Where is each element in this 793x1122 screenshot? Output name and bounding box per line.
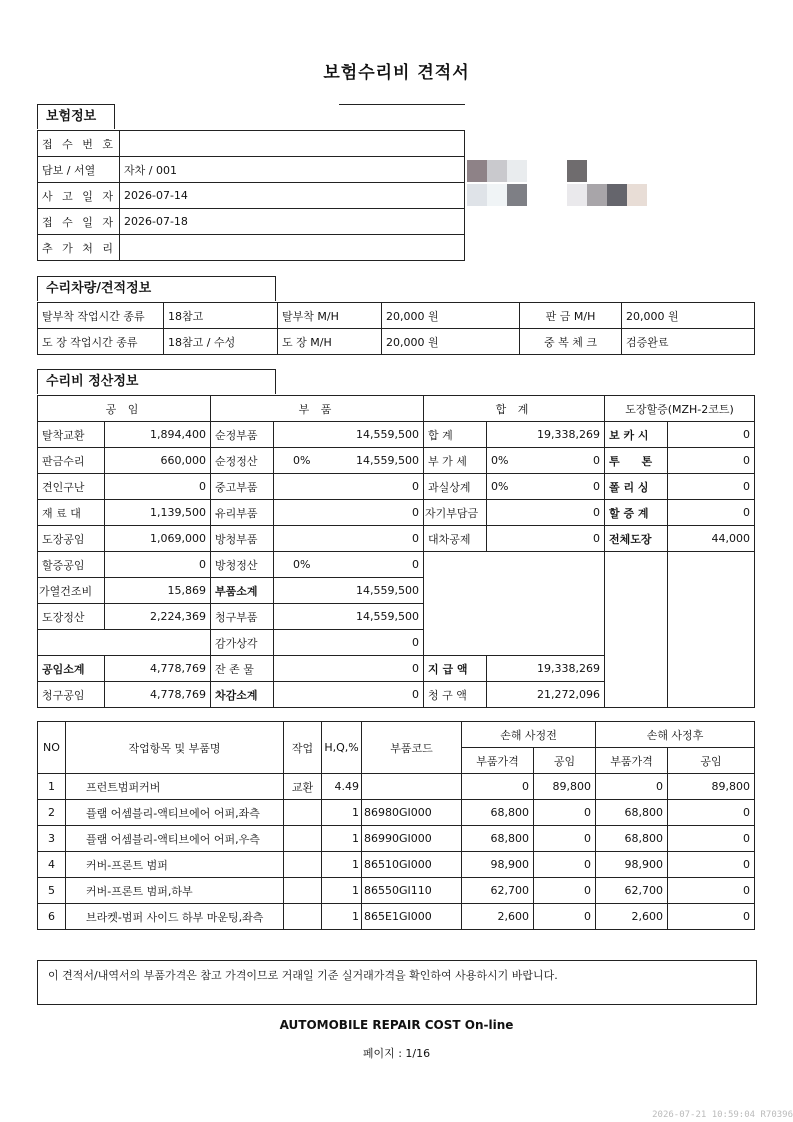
work-type: 교환: [284, 774, 322, 800]
table-row: [38, 774, 755, 800]
claim-label: 청 구 액: [424, 682, 487, 708]
before-part-price: 2,600: [462, 904, 534, 930]
before-labor: 0: [534, 800, 596, 826]
work-header: 작업: [284, 722, 322, 774]
parts-label: 차감소계: [211, 682, 274, 708]
total-value: 0: [542, 474, 605, 500]
labor-label: 탈착교환: [38, 422, 105, 448]
after-labor: 0: [668, 878, 755, 904]
parts-rate: 0%: [274, 448, 330, 474]
table-row: [38, 904, 755, 930]
footer-title: AUTOMOBILE REPAIR COST On-line: [279, 1018, 514, 1032]
labor-label: 견인구난: [38, 474, 105, 500]
claim-value: 21,272,096: [487, 682, 605, 708]
work-type: [284, 826, 322, 852]
table-row: [38, 552, 755, 578]
row-no: 4: [38, 852, 66, 878]
insurance-table: [37, 130, 465, 261]
paint-label: 폴 리 싱: [605, 474, 668, 500]
part-code: 86510GI000: [362, 852, 462, 878]
after-labor: 0: [668, 904, 755, 930]
vehicle-label: 도 장 작업시간 종류: [38, 329, 164, 355]
table-row: [38, 183, 465, 209]
pay-label: 지 급 액: [424, 656, 487, 682]
insurance-section-header: 보험정보: [37, 104, 115, 129]
part-name: 플램 어셈블리-액티브에어 어퍼,우측: [66, 826, 284, 852]
hq-header: H,Q,%: [322, 722, 362, 774]
total-label: 대차공제: [424, 526, 487, 552]
total-empty-cell: [424, 552, 487, 656]
vehicle-value: 18참고: [164, 303, 278, 329]
before-part-price: 68,800: [462, 800, 534, 826]
parts-value: 0: [330, 552, 424, 578]
table-row: [38, 209, 465, 235]
row-no: 2: [38, 800, 66, 826]
print-timestamp: 2026-07-21 10:59:04 R70396: [652, 1110, 793, 1120]
vehicle-label: 중 복 체 크: [520, 329, 622, 355]
table-row: [38, 526, 755, 552]
after-part-price: 2,600: [596, 904, 668, 930]
part-name: 프런트범퍼커버: [66, 774, 284, 800]
table-row: [38, 235, 465, 261]
labor-label: 재 료 대: [38, 500, 105, 526]
insurance-value: 자차 / 001: [120, 157, 465, 183]
before-labor: 0: [534, 852, 596, 878]
total-column-header: 합 계: [424, 396, 605, 422]
row-no: 5: [38, 878, 66, 904]
insurance-label: 접 수 번 호: [38, 131, 120, 157]
table-row: [38, 396, 755, 422]
total-rate: 0%: [487, 448, 542, 474]
after-header: 손해 사정후: [596, 722, 755, 748]
parts-label: 잔 존 물: [211, 656, 274, 682]
parts-value: 14,559,500: [274, 578, 424, 604]
paint-value: 44,000: [668, 526, 755, 552]
insurance-value: [120, 131, 465, 157]
part-code: 86980GI000: [362, 800, 462, 826]
labor-empty-cell: [38, 630, 211, 656]
labor-value: 1,069,000: [105, 526, 211, 552]
after-part-price: 62,700: [596, 878, 668, 904]
part-code: 86990GI000: [362, 826, 462, 852]
total-value: 0: [542, 448, 605, 474]
parts-value: 14,559,500: [274, 604, 424, 630]
table-row: [38, 329, 755, 355]
code-header: 부품코드: [362, 722, 462, 774]
row-no: 3: [38, 826, 66, 852]
insurance-label: 담보 / 서열: [38, 157, 120, 183]
labor-value: 0: [105, 474, 211, 500]
before-labor: 89,800: [534, 774, 596, 800]
row-no: 1: [38, 774, 66, 800]
parts-label: 중고부품: [211, 474, 274, 500]
table-row: [38, 303, 755, 329]
parts-label: 방청부품: [211, 526, 274, 552]
parts-value: 0: [274, 500, 424, 526]
before-part-price: 0: [462, 774, 534, 800]
parts-value: 0: [274, 526, 424, 552]
work-type: [284, 904, 322, 930]
paint-label: 전체도장: [605, 526, 668, 552]
total-label: 자기부담금: [424, 500, 487, 526]
part-name: 커버-프론트 범퍼,하부: [66, 878, 284, 904]
parts-table: [37, 721, 755, 930]
part-name: 브라켓-범퍼 사이드 하부 마운팅,좌측: [66, 904, 284, 930]
labor-label: 판금수리: [38, 448, 105, 474]
parts-label: 감가상각: [211, 630, 274, 656]
parts-value: 14,559,500: [330, 448, 424, 474]
paint-value: 0: [668, 448, 755, 474]
table-row: [38, 722, 755, 748]
after-part-price: 68,800: [596, 800, 668, 826]
paint-column-header: 도장할증(MZH-2코트): [605, 396, 755, 422]
parts-value: 0: [274, 474, 424, 500]
insurance-value: [120, 235, 465, 261]
insurance-header-rule: [339, 104, 465, 105]
before-labor: 0: [534, 878, 596, 904]
total-label: 과실상계: [424, 474, 487, 500]
vehicle-label: 탈부착 작업시간 종류: [38, 303, 164, 329]
before-labor: 0: [534, 826, 596, 852]
paint-value: 0: [668, 474, 755, 500]
part-name: 플램 어셈블리-액티브에어 어퍼,좌측: [66, 800, 284, 826]
after-part-price: 98,900: [596, 852, 668, 878]
hq-value: 1: [322, 852, 362, 878]
vehicle-value: 20,000 원: [382, 303, 520, 329]
before-part-price: 68,800: [462, 826, 534, 852]
table-row: [38, 474, 755, 500]
labor-label: 도장공임: [38, 526, 105, 552]
after-labor: 89,800: [668, 774, 755, 800]
hq-value: 1: [322, 878, 362, 904]
labor-column-header: 공 임: [38, 396, 211, 422]
after-labor: 0: [668, 852, 755, 878]
paint-label: 투 톤: [605, 448, 668, 474]
vehicle-value: 20,000 원: [382, 329, 520, 355]
total-value: 0: [487, 500, 605, 526]
labor-label: 가열건조비: [38, 578, 105, 604]
labor-value: 0: [105, 552, 211, 578]
parts-value: 0: [274, 630, 424, 656]
table-row: [38, 852, 755, 878]
table-row: [38, 826, 755, 852]
before-labor-header: 공임: [534, 748, 596, 774]
insurance-label: 사 고 일 자: [38, 183, 120, 209]
work-type: [284, 852, 322, 878]
after-part-price-header: 부품가격: [596, 748, 668, 774]
parts-label: 부품소계: [211, 578, 274, 604]
vehicle-value: 18참고 / 수성: [164, 329, 278, 355]
paint-empty-cell: [605, 552, 668, 708]
paint-label: 할 증 계: [605, 500, 668, 526]
hq-value: 1: [322, 800, 362, 826]
parts-value: 0: [274, 682, 424, 708]
labor-value: 1,894,400: [105, 422, 211, 448]
before-labor: 0: [534, 904, 596, 930]
part-code: 865E1GI000: [362, 904, 462, 930]
labor-label: 공임소계: [38, 656, 105, 682]
parts-label: 유리부품: [211, 500, 274, 526]
labor-label: 도장정산: [38, 604, 105, 630]
total-label: 부 가 세: [424, 448, 487, 474]
hq-value: 4.49: [322, 774, 362, 800]
labor-value: 15,869: [105, 578, 211, 604]
labor-label: 청구공임: [38, 682, 105, 708]
parts-label: 순정부품: [211, 422, 274, 448]
after-labor: 0: [668, 826, 755, 852]
after-labor-header: 공임: [668, 748, 755, 774]
total-empty-cell: [487, 552, 605, 656]
table-row: [38, 500, 755, 526]
table-row: [38, 800, 755, 826]
insurance-label: 접 수 일 자: [38, 209, 120, 235]
page-title: 보험수리비 견적서: [323, 63, 470, 83]
table-row: [38, 422, 755, 448]
labor-value: 660,000: [105, 448, 211, 474]
table-row: [38, 878, 755, 904]
pay-value: 19,338,269: [487, 656, 605, 682]
before-part-price: 98,900: [462, 852, 534, 878]
insurance-label: 추 가 처 리: [38, 235, 120, 261]
labor-label: 할증공임: [38, 552, 105, 578]
parts-rate: 0%: [274, 552, 330, 578]
vehicle-label: 탈부착 M/H: [278, 303, 382, 329]
parts-column-header: 부 품: [211, 396, 424, 422]
before-header: 손해 사정전: [462, 722, 596, 748]
paint-empty-cell: [668, 552, 755, 708]
after-part-price: 68,800: [596, 826, 668, 852]
insurance-value: 2026-07-18: [120, 209, 465, 235]
table-row: [38, 131, 465, 157]
row-no: 6: [38, 904, 66, 930]
labor-value: 1,139,500: [105, 500, 211, 526]
insurance-value: 2026-07-14: [120, 183, 465, 209]
vehicle-section-header: 수리차량/견적정보: [37, 276, 276, 301]
settlement-section-header: 수리비 정산정보: [37, 369, 276, 394]
parts-label: 청구부품: [211, 604, 274, 630]
notice-box: 이 견적서/내역서의 부품가격은 참고 가격이므로 거래일 기준 실거래가격을 확인하여 사용하시기 바랍니다.: [37, 960, 757, 1005]
labor-value: 2,224,369: [105, 604, 211, 630]
vehicle-value: 20,000 원: [622, 303, 755, 329]
hq-value: 1: [322, 826, 362, 852]
before-part-price-header: 부품가격: [462, 748, 534, 774]
parts-value: 0: [274, 656, 424, 682]
vehicle-label: 도 장 M/H: [278, 329, 382, 355]
vehicle-table: [37, 302, 755, 355]
labor-value: 4,778,769: [105, 656, 211, 682]
page-number: 페이지 : 1/16: [362, 1047, 431, 1060]
table-row: [38, 157, 465, 183]
before-part-price: 62,700: [462, 878, 534, 904]
labor-value: 4,778,769: [105, 682, 211, 708]
vehicle-value: 검증완료: [622, 329, 755, 355]
paint-label: 보 카 시: [605, 422, 668, 448]
total-label: 합 계: [424, 422, 487, 448]
vehicle-label: 판 금 M/H: [520, 303, 622, 329]
table-row: [38, 448, 755, 474]
part-code: 86550GI110: [362, 878, 462, 904]
total-value: 19,338,269: [487, 422, 605, 448]
hq-value: 1: [322, 904, 362, 930]
work-type: [284, 800, 322, 826]
after-part-price: 0: [596, 774, 668, 800]
parts-value: 14,559,500: [274, 422, 424, 448]
part-code: [362, 774, 462, 800]
paint-value: 0: [668, 500, 755, 526]
total-value: 0: [487, 526, 605, 552]
parts-label: 순정정산: [211, 448, 274, 474]
no-header: NO: [38, 722, 66, 774]
after-labor: 0: [668, 800, 755, 826]
work-type: [284, 878, 322, 904]
item-header: 작업항목 및 부품명: [66, 722, 284, 774]
settlement-table: [37, 395, 755, 708]
part-name: 커버-프론트 범퍼: [66, 852, 284, 878]
parts-label: 방청정산: [211, 552, 274, 578]
paint-value: 0: [668, 422, 755, 448]
total-rate: 0%: [487, 474, 542, 500]
